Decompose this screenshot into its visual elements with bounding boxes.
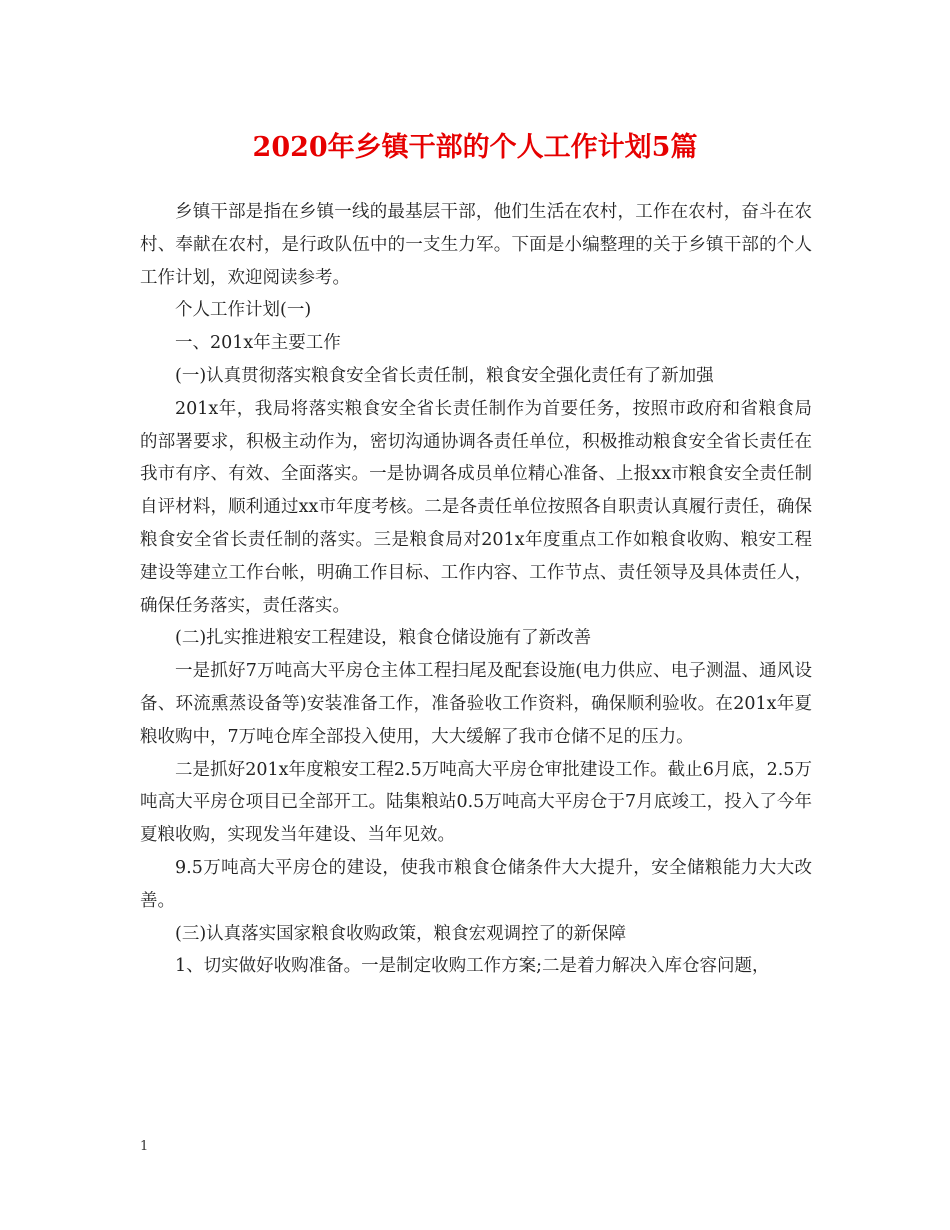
paragraph-subheading-1: (一)认真贯彻落实粮食安全省长责任制，粮食安全强化责任有了新加强	[175, 365, 714, 386]
page-number: 1	[140, 1139, 149, 1154]
paragraph-subheading-2: (二)扎实推进粮安工程建设，粮食仓储设施有了新改善	[175, 628, 592, 649]
paragraph-section-heading: 一、201x年主要工作	[175, 333, 341, 354]
document-title: 2020年乡镇干部的个人工作计划5篇	[252, 132, 698, 163]
paragraph-body-4: 9.5万吨高大平房仓的建设，使我市粮食仓储条件大大提升，安全储粮能力大大改善。	[140, 857, 812, 911]
paragraph-body-2: 一是抓好7万吨高大平房仓主体工程扫尾及配套设施(电力供应、电子测温、通风设备、环流熏蒸设备等)安装准备工作，准备验收工作资料，确保顺利验收。在201x年夏粮收购中，7万吨仓库全部投入使用，大大缓解了我市仓储不足的压力。	[140, 661, 812, 747]
paragraph-body-1: 201x年，我局将落实粮食安全省长责任制作为首要任务，按照市政府和省粮食局的部署要求，积极主动作为，密切沟通协调各责任单位，积极推动粮食安全省长责任在我市有序、有效、全面落实。一是协调各成员单位精心准备、上报xx市粮食安全责任制自评材料，顺利通过xx市年度考核。二是各责任单位按照各自职责认真履行责任，确保粮食安全省长责任制的落实。三是粮食局对201x年度重点工作如粮食收购、粮安工程建设等建立工作台帐，明确工作目标、工作内容、工作节点、责任领导及具体责任人，确保任务落实，责任落实。	[140, 398, 812, 616]
paragraph-plan-heading: 个人工作计划(一)	[175, 300, 312, 321]
paragraph-body-3: 二是抓好201x年度粮安工程2.5万吨高大平房仓审批建设工作。截止6月底，2.5万吨高大平房仓项目已全部开工。陆集粮站0.5万吨高大平房仓于7月底竣工，投入了今年夏粮收购，实现发当年建设、当年见效。	[140, 759, 812, 846]
paragraph-subheading-3: (三)认真落实国家粮食收购政策，粮食宏观调控了的新保障	[175, 923, 627, 944]
paragraph-intro: 乡镇干部是指在乡镇一线的最基层干部，他们生活在农村，工作在农村，奋斗在农村、奉献在农村，是行政队伍中的一支生力军。下面是小编整理的关于乡镇干部的个人工作计划，欢迎阅读参考。	[140, 202, 812, 288]
paragraph-body-5: 1、切实做好收购准备。一是制定收购工作方案;二是着力解决入库仓容问题，	[175, 956, 770, 977]
document-body	[140, 196, 812, 983]
